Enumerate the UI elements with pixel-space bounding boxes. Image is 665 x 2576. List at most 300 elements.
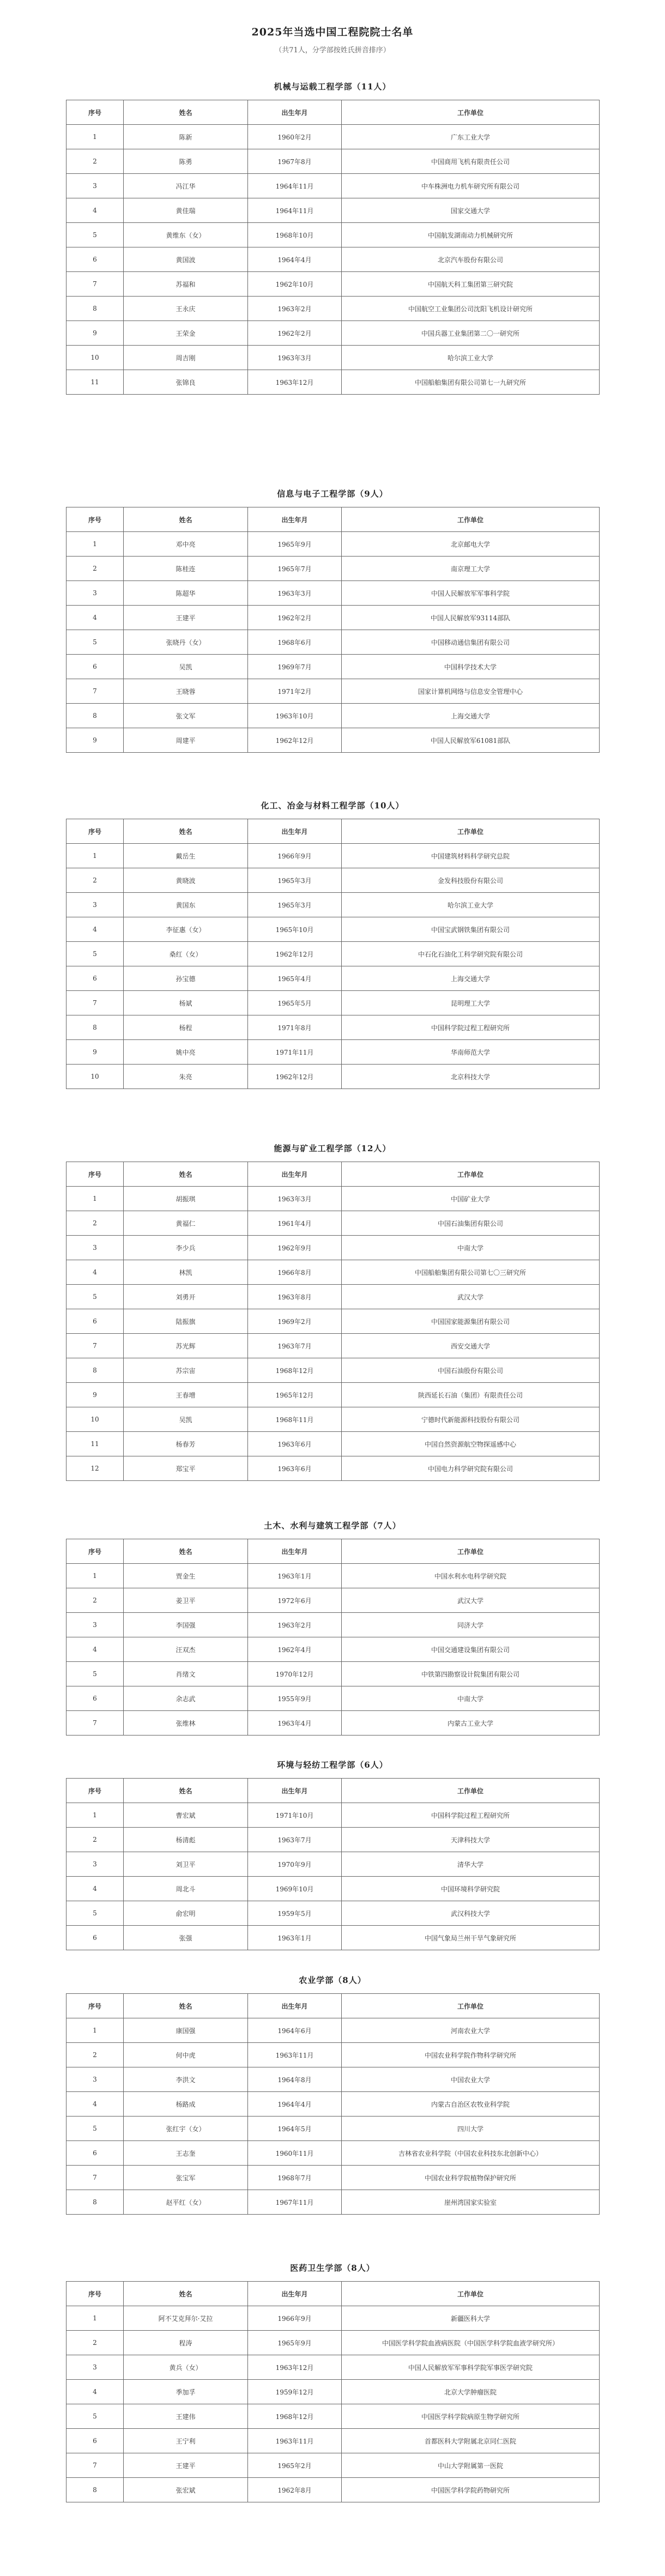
cell-birth: 1963年12月 xyxy=(248,2355,342,2380)
col-header-name: 姓名 xyxy=(124,1539,248,1564)
cell-birth: 1963年6月 xyxy=(248,1432,342,1456)
cell-unit: 中国科学院过程工程研究所 xyxy=(342,1015,600,1040)
table-header-row xyxy=(66,819,600,844)
cell-unit: 中国人民解放军军事科学院 xyxy=(342,581,600,606)
table-row xyxy=(66,1926,600,1950)
cell-no: 1 xyxy=(66,1803,124,1828)
cell-unit: 华南师范大学 xyxy=(342,1040,600,1065)
cell-no: 5 xyxy=(66,2117,124,2141)
cell-unit: 陕西延长石油（集团）有限责任公司 xyxy=(342,1383,600,1407)
table-row xyxy=(66,606,600,630)
cell-name: 黄维东（女） xyxy=(124,223,248,247)
cell-name: 苏宗宙 xyxy=(124,1358,248,1383)
cell-birth: 1964年4月 xyxy=(248,247,342,272)
table-row xyxy=(66,2141,600,2166)
cell-no: 4 xyxy=(66,1637,124,1662)
section-1 xyxy=(0,81,665,395)
table-row xyxy=(66,917,600,942)
cell-birth: 1970年9月 xyxy=(248,1852,342,1877)
cell-birth: 1963年2月 xyxy=(248,1613,342,1637)
cell-unit: 中国气象局兰州干旱气象研究所 xyxy=(342,1926,600,1950)
cell-unit: 上海交通大学 xyxy=(342,966,600,991)
cell-birth: 1968年12月 xyxy=(248,2404,342,2429)
cell-no: 7 xyxy=(66,679,124,704)
cell-name: 张强 xyxy=(124,1926,248,1950)
cell-no: 8 xyxy=(66,2478,124,2502)
section-8 xyxy=(0,2262,665,2502)
col-header-unit: 工作单位 xyxy=(342,100,600,125)
cell-no: 1 xyxy=(66,125,124,149)
cell-birth: 1968年6月 xyxy=(248,630,342,655)
cell-name: 张晓丹（女） xyxy=(124,630,248,655)
cell-birth: 1959年5月 xyxy=(248,1901,342,1926)
cell-birth: 1960年11月 xyxy=(248,2141,342,2166)
cell-unit: 中南大学 xyxy=(342,1686,600,1711)
table-row xyxy=(66,2355,600,2380)
cell-no: 1 xyxy=(66,532,124,557)
table-row xyxy=(66,1285,600,1309)
section-title: 机械与运载工程学部（11人） xyxy=(274,82,391,92)
cell-birth: 1963年3月 xyxy=(248,346,342,370)
cell-unit: 广东工业大学 xyxy=(342,125,600,149)
col-header-unit: 工作单位 xyxy=(342,1539,600,1564)
cell-name: 季加孚 xyxy=(124,2380,248,2404)
cell-no: 3 xyxy=(66,2067,124,2092)
cell-no: 7 xyxy=(66,2166,124,2190)
cell-birth: 1965年7月 xyxy=(248,557,342,581)
col-header-no: 序号 xyxy=(66,819,124,844)
cell-unit: 中国人民解放军93114部队 xyxy=(342,606,600,630)
table-row xyxy=(66,1383,600,1407)
table-row xyxy=(66,1662,600,1686)
cell-name: 杨路成 xyxy=(124,2092,248,2117)
table-row xyxy=(66,1187,600,1211)
cell-no: 7 xyxy=(66,2453,124,2478)
cell-no: 6 xyxy=(66,247,124,272)
cell-birth: 1963年8月 xyxy=(248,1285,342,1309)
table-row xyxy=(66,844,600,868)
cell-no: 7 xyxy=(66,1711,124,1736)
cell-no: 2 xyxy=(66,2043,124,2067)
cell-unit: 北京大学肿瘤医院 xyxy=(342,2380,600,2404)
cell-name: 张锦良 xyxy=(124,370,248,395)
cell-unit: 中国船舶集团有限公司第七一九研究所 xyxy=(342,370,600,395)
cell-unit: 国家交通大学 xyxy=(342,198,600,223)
cell-name: 陈超华 xyxy=(124,581,248,606)
cell-unit: 天津科技大学 xyxy=(342,1828,600,1852)
cell-birth: 1971年10月 xyxy=(248,1803,342,1828)
table-row xyxy=(66,174,600,198)
cell-name: 李国强 xyxy=(124,1613,248,1637)
cell-birth: 1970年12月 xyxy=(248,1662,342,1686)
cell-no: 3 xyxy=(66,581,124,606)
table-row xyxy=(66,1877,600,1901)
col-header-name: 姓名 xyxy=(124,507,248,532)
section-title: 农业学部（8人） xyxy=(299,1975,366,1985)
cell-birth: 1967年8月 xyxy=(248,149,342,174)
cell-unit: 武汉大学 xyxy=(342,1285,600,1309)
cell-birth: 1965年9月 xyxy=(248,2331,342,2355)
cell-unit: 北京邮电大学 xyxy=(342,532,600,557)
cell-no: 8 xyxy=(66,2190,124,2215)
cell-name: 苏光辉 xyxy=(124,1334,248,1358)
section-title: 土木、水利与建筑工程学部（7人） xyxy=(264,1521,401,1531)
col-header-no: 序号 xyxy=(66,1539,124,1564)
cell-name: 黄晓波 xyxy=(124,868,248,893)
cell-birth: 1965年9月 xyxy=(248,532,342,557)
table-row xyxy=(66,630,600,655)
col-header-birth: 出生年月 xyxy=(248,1539,342,1564)
cell-no: 3 xyxy=(66,174,124,198)
cell-name: 李少兵 xyxy=(124,1236,248,1260)
cell-name: 何中虎 xyxy=(124,2043,248,2067)
cell-unit: 中国医学科学院药物研究所 xyxy=(342,2478,600,2502)
cell-no: 2 xyxy=(66,149,124,174)
cell-name: 刘勇开 xyxy=(124,1285,248,1309)
cell-name: 王宁利 xyxy=(124,2429,248,2453)
cell-name: 肖绪文 xyxy=(124,1662,248,1686)
cell-name: 姚中亮 xyxy=(124,1040,248,1065)
members-table xyxy=(66,100,600,395)
cell-name: 胡振琪 xyxy=(124,1187,248,1211)
cell-no: 9 xyxy=(66,1040,124,1065)
cell-birth: 1961年4月 xyxy=(248,1211,342,1236)
cell-no: 1 xyxy=(66,2018,124,2043)
cell-name: 黄国波 xyxy=(124,247,248,272)
cell-unit: 中山大学附属第一医院 xyxy=(342,2453,600,2478)
cell-no: 4 xyxy=(66,198,124,223)
table-row xyxy=(66,2331,600,2355)
cell-birth: 1966年9月 xyxy=(248,844,342,868)
table-row xyxy=(66,893,600,917)
cell-no: 7 xyxy=(66,991,124,1015)
table-row xyxy=(66,2453,600,2478)
cell-no: 8 xyxy=(66,1015,124,1040)
cell-unit: 中国医学科学院血液病医院（中国医学科学院血液学研究所） xyxy=(342,2331,600,2355)
table-row xyxy=(66,1711,600,1736)
table-row xyxy=(66,1828,600,1852)
table-row xyxy=(66,2429,600,2453)
cell-name: 余志武 xyxy=(124,1686,248,1711)
cell-name: 李征惠（女） xyxy=(124,917,248,942)
col-header-name: 姓名 xyxy=(124,2282,248,2306)
table-row xyxy=(66,1334,600,1358)
cell-name: 曹宏斌 xyxy=(124,1803,248,1828)
table-row xyxy=(66,2190,600,2215)
cell-birth: 1971年11月 xyxy=(248,1040,342,1065)
table-row xyxy=(66,2478,600,2502)
cell-unit: 中国建筑材料科学研究总院 xyxy=(342,844,600,868)
cell-unit: 内蒙古自治区农牧业科学院 xyxy=(342,2092,600,2117)
cell-no: 2 xyxy=(66,1828,124,1852)
page-subtitle: （共71人，分学部按姓氏拼音排序） xyxy=(275,46,390,55)
table-header-row xyxy=(66,1539,600,1564)
cell-no: 8 xyxy=(66,297,124,321)
table-row xyxy=(66,1260,600,1285)
cell-unit: 昆明理工大学 xyxy=(342,991,600,1015)
cell-birth: 1963年6月 xyxy=(248,1456,342,1481)
cell-no: 8 xyxy=(66,704,124,728)
cell-name: 陈新 xyxy=(124,125,248,149)
cell-name: 朱亮 xyxy=(124,1065,248,1089)
section-2 xyxy=(0,488,665,753)
table-row xyxy=(66,1588,600,1613)
cell-birth: 1962年9月 xyxy=(248,1236,342,1260)
cell-unit: 中国船舶集团有限公司第七〇三研究所 xyxy=(342,1260,600,1285)
cell-no: 5 xyxy=(66,1901,124,1926)
cell-unit: 中国石油集团有限公司 xyxy=(342,1211,600,1236)
cell-unit: 武汉科技大学 xyxy=(342,1901,600,1926)
members-table xyxy=(66,1162,600,1481)
cell-birth: 1955年9月 xyxy=(248,1686,342,1711)
cell-no: 5 xyxy=(66,1662,124,1686)
table-row xyxy=(66,1613,600,1637)
members-table xyxy=(66,1993,600,2215)
cell-unit: 金发科技股份有限公司 xyxy=(342,868,600,893)
cell-birth: 1963年1月 xyxy=(248,1926,342,1950)
table-row xyxy=(66,1637,600,1662)
cell-unit: 北京汽车股份有限公司 xyxy=(342,247,600,272)
section-6 xyxy=(0,1759,665,1950)
section-title: 化工、冶金与材料工程学部（10人） xyxy=(261,801,404,811)
table-row xyxy=(66,125,600,149)
table-row xyxy=(66,1803,600,1828)
cell-name: 李洪文 xyxy=(124,2067,248,2092)
table-row xyxy=(66,942,600,966)
table-row xyxy=(66,868,600,893)
table-row xyxy=(66,991,600,1015)
cell-birth: 1962年12月 xyxy=(248,728,342,753)
cell-birth: 1963年3月 xyxy=(248,581,342,606)
cell-no: 5 xyxy=(66,2404,124,2429)
cell-name: 杨程 xyxy=(124,1015,248,1040)
cell-no: 10 xyxy=(66,346,124,370)
col-header-birth: 出生年月 xyxy=(248,1162,342,1187)
cell-birth: 1963年4月 xyxy=(248,1711,342,1736)
cell-name: 黄兵（女） xyxy=(124,2355,248,2380)
cell-name: 张维林 xyxy=(124,1711,248,1736)
cell-birth: 1960年2月 xyxy=(248,125,342,149)
cell-birth: 1965年2月 xyxy=(248,2453,342,2478)
col-header-unit: 工作单位 xyxy=(342,507,600,532)
cell-unit: 清华大学 xyxy=(342,1852,600,1877)
cell-name: 张宝军 xyxy=(124,2166,248,2190)
cell-unit: 中国环境科学研究院 xyxy=(342,1877,600,1901)
table-row xyxy=(66,728,600,753)
cell-unit: 国家计算机网络与信息安全管理中心 xyxy=(342,679,600,704)
cell-unit: 中国农业科学院作物科学研究所 xyxy=(342,2043,600,2067)
cell-birth: 1968年10月 xyxy=(248,223,342,247)
cell-name: 俞宏明 xyxy=(124,1901,248,1926)
cell-no: 7 xyxy=(66,1334,124,1358)
cell-birth: 1963年3月 xyxy=(248,1187,342,1211)
cell-name: 周北斗 xyxy=(124,1877,248,1901)
cell-birth: 1963年7月 xyxy=(248,1334,342,1358)
cell-name: 王建平 xyxy=(124,2453,248,2478)
table-row xyxy=(66,1407,600,1432)
table-header-row xyxy=(66,1994,600,2018)
table-row xyxy=(66,1901,600,1926)
cell-birth: 1962年10月 xyxy=(248,272,342,297)
cell-name: 王志奎 xyxy=(124,2141,248,2166)
cell-name: 桑红（女） xyxy=(124,942,248,966)
cell-unit: 中国宝武钢铁集团有限公司 xyxy=(342,917,600,942)
cell-no: 4 xyxy=(66,2380,124,2404)
cell-unit: 首都医科大学附属北京同仁医院 xyxy=(342,2429,600,2453)
cell-no: 5 xyxy=(66,1285,124,1309)
col-header-no: 序号 xyxy=(66,100,124,125)
cell-birth: 1959年12月 xyxy=(248,2380,342,2404)
cell-name: 杨春芳 xyxy=(124,1432,248,1456)
table-row xyxy=(66,2404,600,2429)
cell-unit: 中国国家能源集团有限公司 xyxy=(342,1309,600,1334)
cell-unit: 北京科技大学 xyxy=(342,1065,600,1089)
cell-no: 9 xyxy=(66,728,124,753)
cell-unit: 中国航天科工集团第三研究院 xyxy=(342,272,600,297)
section-title: 医药卫生学部（8人） xyxy=(290,2263,375,2273)
page-title: 2025年当选中国工程院院士名单 xyxy=(251,26,414,38)
cell-name: 张文军 xyxy=(124,704,248,728)
cell-name: 赵平红（女） xyxy=(124,2190,248,2215)
table-row xyxy=(66,2380,600,2404)
cell-birth: 1964年8月 xyxy=(248,2067,342,2092)
cell-name: 冯江华 xyxy=(124,174,248,198)
cell-no: 3 xyxy=(66,1613,124,1637)
section-5 xyxy=(0,1520,665,1736)
table-row xyxy=(66,1686,600,1711)
table-header-row xyxy=(66,100,600,125)
cell-unit: 中国农业科学院植物保护研究所 xyxy=(342,2166,600,2190)
cell-no: 6 xyxy=(66,2141,124,2166)
cell-birth: 1972年6月 xyxy=(248,1588,342,1613)
table-row xyxy=(66,679,600,704)
col-header-birth: 出生年月 xyxy=(248,1994,342,2018)
cell-no: 1 xyxy=(66,2306,124,2331)
cell-birth: 1965年4月 xyxy=(248,966,342,991)
cell-name: 陈桂连 xyxy=(124,557,248,581)
cell-name: 黄福仁 xyxy=(124,1211,248,1236)
cell-name: 林凯 xyxy=(124,1260,248,1285)
cell-no: 12 xyxy=(66,1456,124,1481)
table-row xyxy=(66,1211,600,1236)
table-row xyxy=(66,198,600,223)
table-header-row xyxy=(66,507,600,532)
table-row xyxy=(66,346,600,370)
cell-birth: 1965年12月 xyxy=(248,1383,342,1407)
cell-unit: 河南农业大学 xyxy=(342,2018,600,2043)
table-row xyxy=(66,1015,600,1040)
cell-birth: 1966年9月 xyxy=(248,2306,342,2331)
cell-no: 10 xyxy=(66,1065,124,1089)
cell-unit: 中国石油股份有限公司 xyxy=(342,1358,600,1383)
cell-no: 7 xyxy=(66,272,124,297)
table-row xyxy=(66,655,600,679)
cell-no: 5 xyxy=(66,942,124,966)
col-header-no: 序号 xyxy=(66,1162,124,1187)
cell-no: 2 xyxy=(66,2331,124,2355)
cell-unit: 内蒙古工业大学 xyxy=(342,1711,600,1736)
cell-birth: 1963年2月 xyxy=(248,297,342,321)
table-header-row xyxy=(66,2282,600,2306)
cell-no: 2 xyxy=(66,1588,124,1613)
cell-birth: 1971年8月 xyxy=(248,1015,342,1040)
cell-birth: 1968年12月 xyxy=(248,1358,342,1383)
cell-unit: 中南大学 xyxy=(342,1236,600,1260)
col-header-unit: 工作单位 xyxy=(342,2282,600,2306)
section-4 xyxy=(0,1142,665,1481)
cell-no: 2 xyxy=(66,1211,124,1236)
cell-name: 刘卫平 xyxy=(124,1852,248,1877)
cell-unit: 中车株洲电力机车研究所有限公司 xyxy=(342,174,600,198)
cell-birth: 1968年11月 xyxy=(248,1407,342,1432)
cell-name: 汪双杰 xyxy=(124,1637,248,1662)
cell-birth: 1963年1月 xyxy=(248,1564,342,1588)
table-row xyxy=(66,2306,600,2331)
cell-birth: 1965年5月 xyxy=(248,991,342,1015)
table-row xyxy=(66,1456,600,1481)
col-header-no: 序号 xyxy=(66,507,124,532)
cell-birth: 1962年2月 xyxy=(248,606,342,630)
cell-name: 王建平 xyxy=(124,606,248,630)
cell-unit: 宁德时代新能源科技股份有限公司 xyxy=(342,1407,600,1432)
cell-birth: 1969年10月 xyxy=(248,1877,342,1901)
cell-unit: 西安交通大学 xyxy=(342,1334,600,1358)
table-row xyxy=(66,2166,600,2190)
cell-no: 9 xyxy=(66,1383,124,1407)
table-row xyxy=(66,297,600,321)
cell-no: 9 xyxy=(66,321,124,346)
cell-birth: 1969年2月 xyxy=(248,1309,342,1334)
table-row xyxy=(66,1358,600,1383)
cell-unit: 中国自然资源航空物探遥感中心 xyxy=(342,1432,600,1456)
cell-name: 姜卫平 xyxy=(124,1588,248,1613)
cell-no: 1 xyxy=(66,1564,124,1588)
cell-no: 3 xyxy=(66,2355,124,2380)
cell-no: 4 xyxy=(66,1877,124,1901)
cell-unit: 中国交通建设集团有限公司 xyxy=(342,1637,600,1662)
col-header-no: 序号 xyxy=(66,1779,124,1803)
cell-unit: 中国人民解放军61081部队 xyxy=(342,728,600,753)
cell-no: 11 xyxy=(66,1432,124,1456)
members-table xyxy=(66,819,600,1089)
cell-birth: 1963年7月 xyxy=(248,1828,342,1852)
table-row xyxy=(66,321,600,346)
table-row xyxy=(66,966,600,991)
table-row xyxy=(66,247,600,272)
cell-name: 陈勇 xyxy=(124,149,248,174)
section-3 xyxy=(0,800,665,1089)
cell-birth: 1962年4月 xyxy=(248,1637,342,1662)
cell-birth: 1963年12月 xyxy=(248,370,342,395)
table-row xyxy=(66,1040,600,1065)
members-table xyxy=(66,1539,600,1736)
cell-birth: 1971年2月 xyxy=(248,679,342,704)
cell-birth: 1962年2月 xyxy=(248,321,342,346)
table-row xyxy=(66,370,600,395)
cell-birth: 1963年10月 xyxy=(248,704,342,728)
cell-birth: 1962年12月 xyxy=(248,942,342,966)
table-row xyxy=(66,1852,600,1877)
col-header-name: 姓名 xyxy=(124,819,248,844)
col-header-unit: 工作单位 xyxy=(342,819,600,844)
table-header-row xyxy=(66,1779,600,1803)
section-7 xyxy=(0,1974,665,2215)
cell-birth: 1965年10月 xyxy=(248,917,342,942)
cell-no: 6 xyxy=(66,966,124,991)
table-header-row xyxy=(66,1162,600,1187)
cell-unit: 南京理工大学 xyxy=(342,557,600,581)
col-header-no: 序号 xyxy=(66,1994,124,2018)
